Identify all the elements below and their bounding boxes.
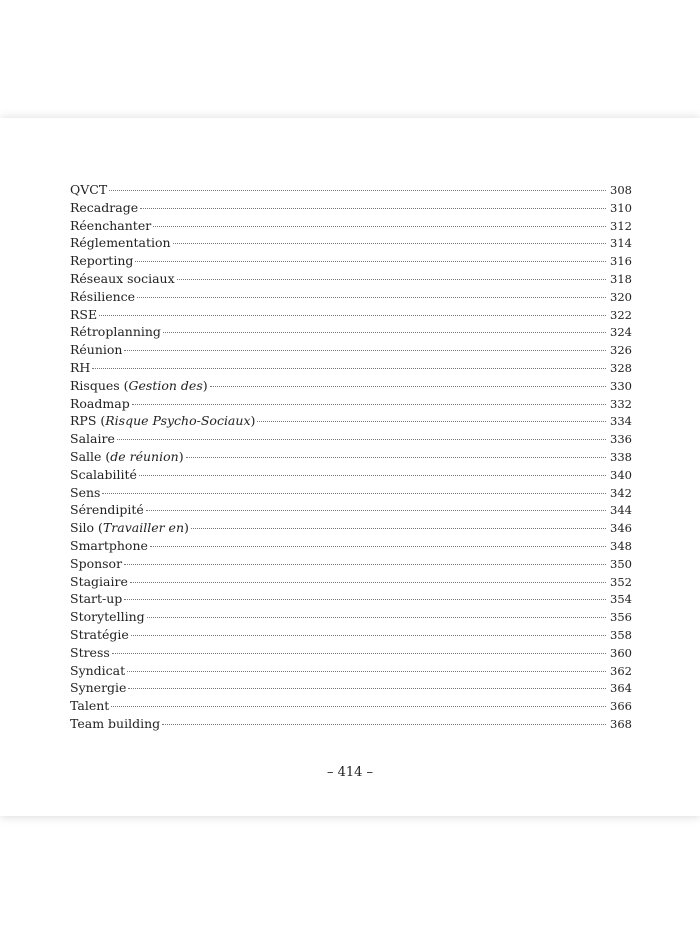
toc-entry bbox=[70, 484, 630, 502]
page-number: – 414 – bbox=[326, 765, 374, 780]
dot-leader bbox=[135, 261, 606, 262]
toc-entry-term bbox=[70, 288, 135, 306]
toc-entry-page: 334 bbox=[610, 414, 632, 429]
toc-entry bbox=[70, 555, 630, 573]
toc-entry-page: 318 bbox=[610, 271, 632, 286]
toc-entry-term bbox=[70, 501, 144, 519]
toc-entry-term bbox=[70, 573, 128, 591]
toc-entry-term bbox=[70, 377, 208, 395]
toc-entry-term-text: Sérendipité bbox=[70, 502, 144, 518]
dot-leader bbox=[102, 493, 606, 494]
toc-entry bbox=[70, 466, 630, 484]
dot-leader bbox=[257, 421, 606, 422]
toc-entry-page: 312 bbox=[610, 218, 632, 233]
toc-entry-term-text: RSE bbox=[70, 306, 98, 322]
toc-entry bbox=[70, 412, 630, 430]
toc-entry-term-italic: Risque Psycho-Sociaux bbox=[105, 413, 251, 429]
toc-entry-term bbox=[70, 430, 115, 448]
toc-entry-page: 350 bbox=[610, 556, 632, 571]
toc-entry-term-text: Start-up bbox=[70, 591, 123, 607]
toc-entry-term-text: Reporting bbox=[70, 253, 134, 269]
toc-entry-term-text: Stratégie bbox=[70, 626, 129, 642]
dot-leader bbox=[92, 368, 606, 369]
toc-entry-term-text: Réseaux sociaux bbox=[70, 270, 175, 286]
toc-entry-term bbox=[70, 412, 255, 430]
toc-entry-term-text: Rétroplanning bbox=[70, 324, 161, 340]
toc-entry-term bbox=[70, 466, 137, 484]
toc-entry-term bbox=[70, 590, 122, 608]
toc-entry-page: 352 bbox=[610, 574, 632, 589]
toc-entry bbox=[70, 341, 630, 359]
toc-entry-page: 354 bbox=[610, 592, 632, 607]
dot-leader bbox=[139, 475, 606, 476]
dot-leader bbox=[117, 439, 606, 440]
toc-entry-term-text: Stagiaire bbox=[70, 573, 128, 589]
toc-entry-term bbox=[70, 181, 107, 199]
toc-entry bbox=[70, 288, 630, 306]
toc-entry-term-text: Résilience bbox=[70, 288, 136, 304]
toc-entry bbox=[70, 217, 630, 235]
toc-entry bbox=[70, 573, 630, 591]
toc-entry-term-text: QVCT bbox=[70, 182, 108, 197]
toc-entry bbox=[70, 377, 630, 395]
toc-entry-page: 366 bbox=[610, 699, 632, 714]
toc-entry-term-text: Sens bbox=[70, 484, 101, 500]
toc-entry-term-text: Syndicat bbox=[70, 662, 126, 678]
toc-entry-page: 310 bbox=[610, 200, 632, 215]
toc-entry bbox=[70, 199, 630, 217]
toc-entry bbox=[70, 448, 630, 466]
dot-leader bbox=[173, 243, 606, 244]
dot-leader bbox=[147, 617, 606, 618]
dot-leader bbox=[132, 404, 606, 405]
toc-entry-term bbox=[70, 199, 138, 217]
toc-entry-term-tail: ) bbox=[184, 520, 189, 536]
toc-entry-term bbox=[70, 484, 100, 502]
toc-entry-term-text: Risques ( bbox=[70, 377, 129, 393]
dot-leader bbox=[112, 653, 606, 654]
toc-entry bbox=[70, 234, 630, 252]
toc-entry-term bbox=[70, 537, 148, 555]
toc-entry-term bbox=[70, 270, 175, 288]
dot-leader bbox=[140, 208, 606, 209]
toc-entry-term-text: Roadmap bbox=[70, 395, 130, 411]
toc-entry-term bbox=[70, 697, 109, 715]
toc-entry-term-text: Synergie bbox=[70, 680, 127, 696]
toc-entry-term-text: Salaire bbox=[70, 431, 115, 447]
toc-entry-term bbox=[70, 644, 110, 662]
toc-entry-term bbox=[70, 662, 125, 680]
toc-entry-term-text: Smartphone bbox=[70, 537, 148, 553]
toc-entry bbox=[70, 252, 630, 270]
toc-entry-term-italic: Gestion des bbox=[128, 377, 203, 393]
toc-entry bbox=[70, 590, 630, 608]
toc-entry-page: 336 bbox=[610, 432, 632, 447]
toc-entry-page: 332 bbox=[610, 396, 632, 411]
toc-entry-term bbox=[70, 555, 122, 573]
toc-entry-term-italic: de réunion bbox=[110, 448, 179, 464]
toc-entry-term bbox=[70, 608, 145, 626]
dot-leader bbox=[109, 190, 606, 191]
toc-entry bbox=[70, 679, 630, 697]
book-page bbox=[0, 118, 700, 816]
toc-entry-term-text: Scalabilité bbox=[70, 466, 137, 482]
toc-entry-term bbox=[70, 306, 97, 324]
toc-entry bbox=[70, 270, 630, 288]
toc-entry-page: 346 bbox=[610, 521, 632, 536]
dot-leader bbox=[124, 599, 606, 600]
toc-entry-term-text: Salle ( bbox=[70, 448, 111, 464]
toc-entry-page: 344 bbox=[610, 503, 632, 518]
toc-entry bbox=[70, 626, 630, 644]
toc-entry-page: 324 bbox=[610, 325, 632, 340]
toc-entry-term-text: Silo ( bbox=[70, 520, 103, 536]
toc-entry-term-text: Réenchanter bbox=[70, 217, 152, 233]
toc-entry-term-text: Sponsor bbox=[70, 555, 123, 571]
toc-entry-term bbox=[70, 395, 130, 413]
dot-leader bbox=[124, 564, 606, 565]
dot-leader bbox=[124, 350, 606, 351]
toc-entry-page: 368 bbox=[610, 716, 632, 731]
toc-entry-page: 320 bbox=[610, 289, 632, 304]
toc-entry-term-tail: ) bbox=[202, 377, 208, 393]
toc-entry-term bbox=[70, 715, 160, 733]
toc-entry-term-tail: ) bbox=[250, 413, 256, 429]
toc-entry-term bbox=[70, 519, 189, 537]
toc-entry-term-tail: ) bbox=[178, 448, 184, 464]
toc-entry-term-text: Réglementation bbox=[70, 235, 171, 251]
dot-leader bbox=[146, 510, 606, 511]
toc-entry-term bbox=[70, 323, 161, 341]
toc-entry-term bbox=[70, 217, 151, 235]
toc-entry-page: 348 bbox=[610, 538, 632, 553]
toc-entry-term-text: RPS ( bbox=[70, 413, 106, 429]
toc-entry bbox=[70, 306, 630, 324]
toc-entry bbox=[70, 359, 630, 377]
toc-entry-page: 316 bbox=[610, 254, 632, 269]
toc-entry-term-text: Réunion bbox=[70, 342, 123, 358]
toc-entry bbox=[70, 715, 630, 733]
toc-entry-term bbox=[70, 359, 90, 377]
dot-leader bbox=[111, 706, 606, 707]
toc-entry-page: 356 bbox=[610, 610, 632, 625]
dot-leader bbox=[162, 724, 606, 725]
dot-leader bbox=[163, 332, 606, 333]
toc-entry bbox=[70, 430, 630, 448]
toc-entry-term-text: Talent bbox=[70, 698, 110, 714]
toc-entry-term-text: Stress bbox=[70, 644, 110, 660]
toc-entry-page: 358 bbox=[610, 627, 632, 642]
toc-entry-term-text: Recadrage bbox=[70, 199, 139, 215]
toc-entry-page: 364 bbox=[610, 681, 632, 696]
toc-entry-term bbox=[70, 679, 126, 697]
table-of-contents bbox=[70, 181, 630, 733]
toc-entry-page: 338 bbox=[610, 449, 632, 464]
dot-leader bbox=[153, 226, 606, 227]
toc-entry bbox=[70, 662, 630, 680]
dot-leader bbox=[191, 528, 606, 529]
dot-leader bbox=[210, 386, 606, 387]
dot-leader bbox=[150, 546, 606, 547]
toc-entry-page: 342 bbox=[610, 485, 632, 500]
toc-entry-term-text: Team building bbox=[70, 715, 161, 731]
toc-entry-page: 314 bbox=[610, 236, 632, 251]
toc-entry-page: 308 bbox=[610, 183, 632, 197]
dot-leader bbox=[99, 315, 606, 316]
toc-entry-term bbox=[70, 252, 133, 270]
toc-entry bbox=[70, 501, 630, 519]
toc-entry bbox=[70, 181, 630, 199]
toc-entry bbox=[70, 608, 630, 626]
toc-entry-page: 322 bbox=[610, 307, 632, 322]
toc-entry-term-text: Storytelling bbox=[70, 609, 145, 625]
toc-entry-page: 326 bbox=[610, 343, 632, 358]
toc-entry bbox=[70, 519, 630, 537]
toc-entry-page: 362 bbox=[610, 663, 632, 678]
toc-entry bbox=[70, 697, 630, 715]
toc-entry-page: 340 bbox=[610, 467, 632, 482]
dot-leader bbox=[186, 457, 606, 458]
toc-entry-term bbox=[70, 341, 122, 359]
dot-leader bbox=[177, 279, 606, 280]
toc-entry-page: 330 bbox=[610, 378, 632, 393]
dot-leader bbox=[128, 688, 606, 689]
toc-entry-term-italic: Travailler en bbox=[102, 520, 185, 536]
dot-leader bbox=[131, 635, 606, 636]
toc-entry-page: 328 bbox=[610, 360, 632, 375]
toc-entry-term-text: RH bbox=[70, 359, 91, 375]
toc-entry bbox=[70, 323, 630, 341]
dot-leader bbox=[137, 297, 606, 298]
toc-entry-term bbox=[70, 448, 184, 466]
toc-entry-term bbox=[70, 234, 171, 252]
toc-entry bbox=[70, 644, 630, 662]
toc-entry-page: 360 bbox=[610, 645, 632, 660]
dot-leader bbox=[127, 671, 606, 672]
toc-entry-term bbox=[70, 626, 129, 644]
dot-leader bbox=[130, 582, 606, 583]
toc-entry bbox=[70, 395, 630, 413]
toc-entry bbox=[70, 537, 630, 555]
